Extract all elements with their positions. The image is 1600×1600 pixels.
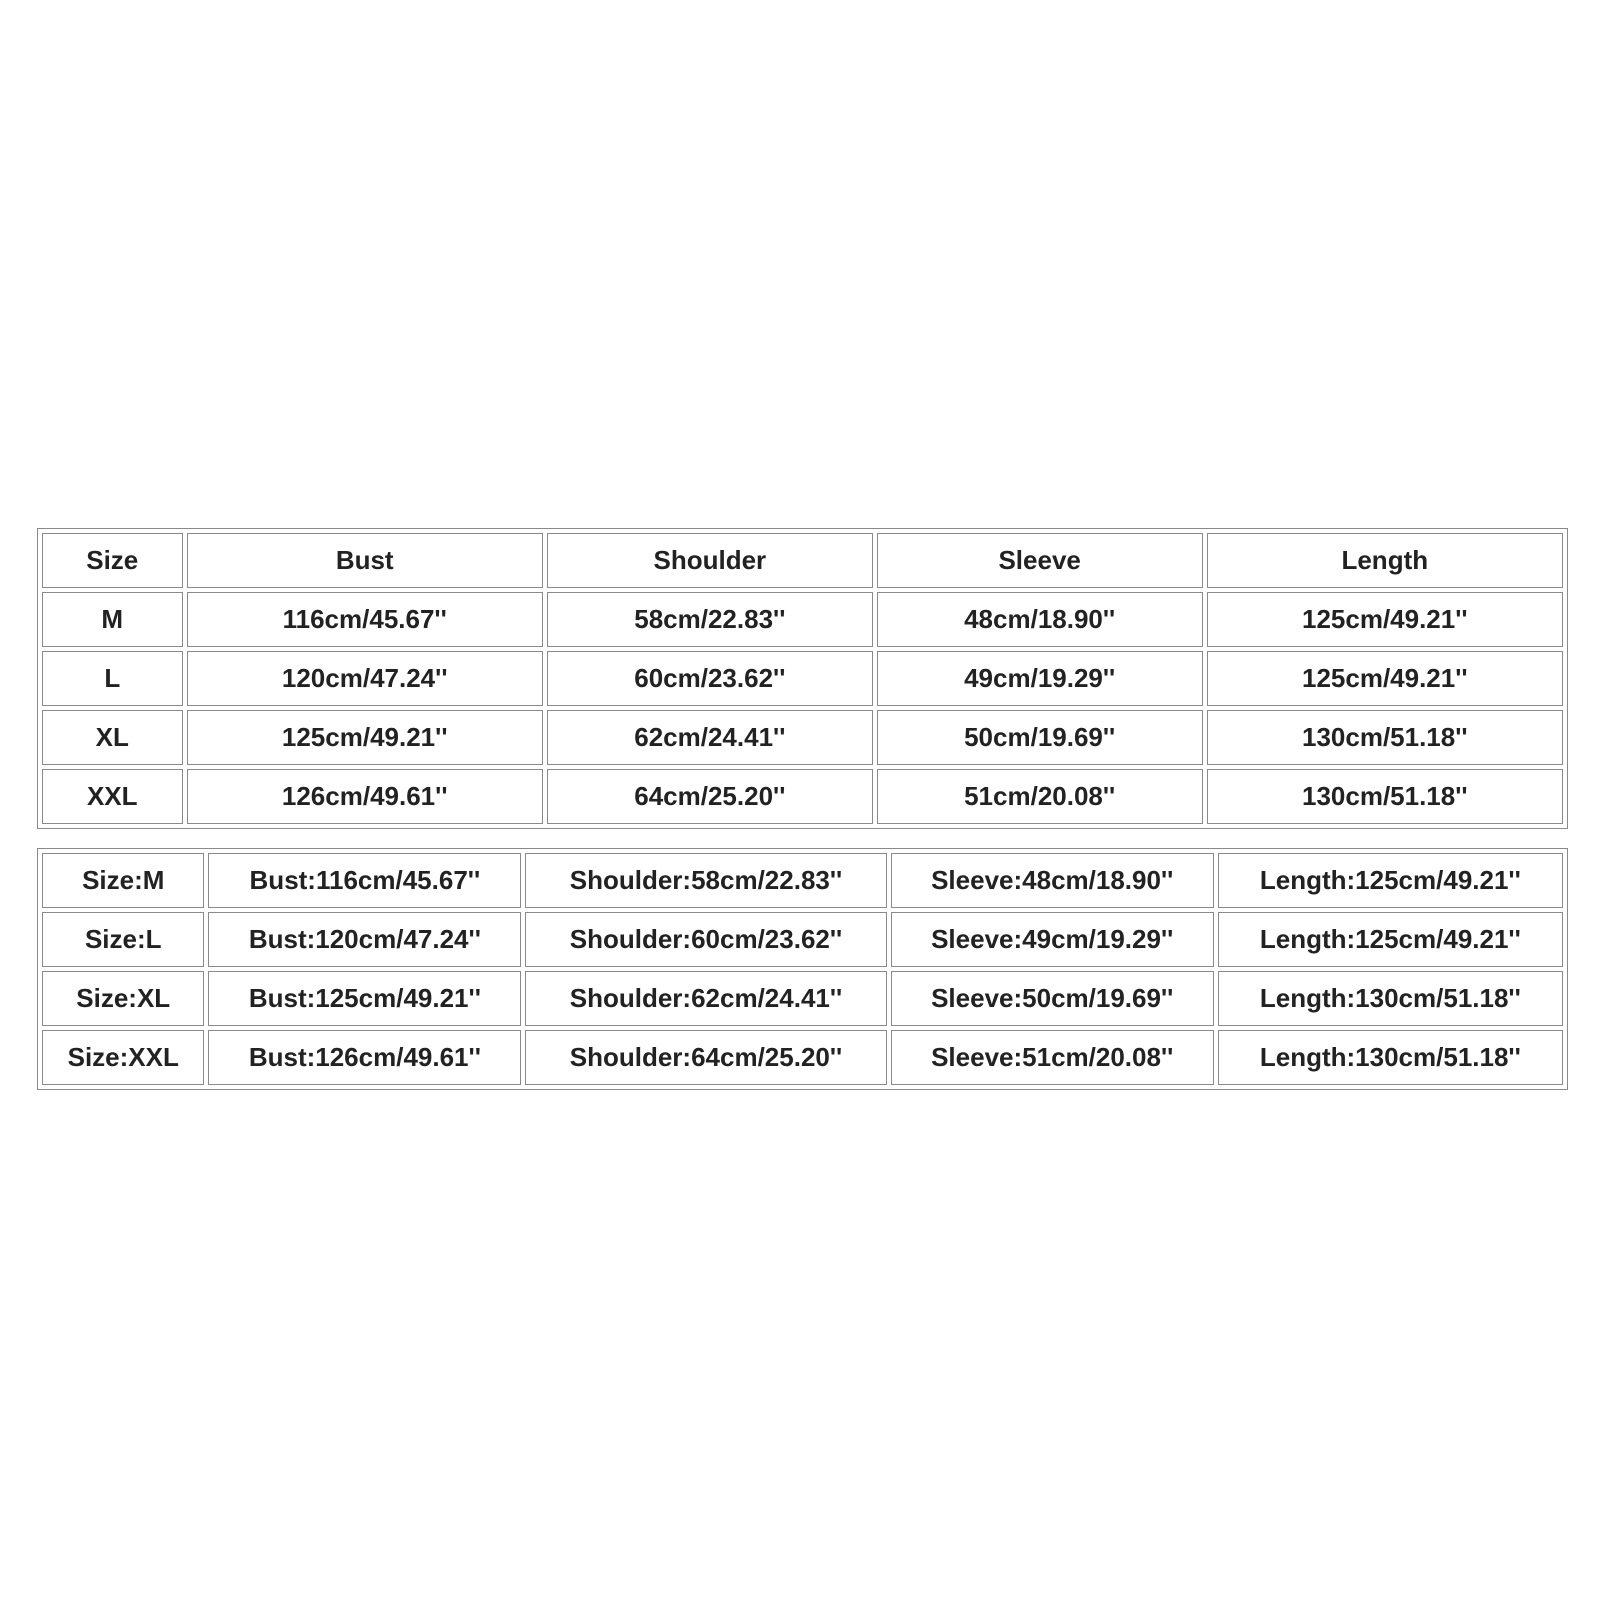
cell-size: Size:XL: [42, 971, 204, 1026]
cell-bust: 120cm/47.24'': [187, 651, 543, 706]
cell-size: M: [42, 592, 183, 647]
cell-shoulder: 62cm/24.41'': [547, 710, 873, 765]
cell-shoulder: Shoulder:62cm/24.41'': [525, 971, 887, 1026]
cell-size: Size:L: [42, 912, 204, 967]
cell-shoulder: 60cm/23.62'': [547, 651, 873, 706]
cell-sleeve: 49cm/19.29'': [877, 651, 1203, 706]
table-row: [42, 651, 1563, 706]
cell-bust: 116cm/45.67'': [187, 592, 543, 647]
cell-length: Length:130cm/51.18'': [1218, 971, 1563, 1026]
cell-length: Length:125cm/49.21'': [1218, 912, 1563, 967]
cell-size: Size:XXL: [42, 1030, 204, 1085]
cell-sleeve: 48cm/18.90'': [877, 592, 1203, 647]
cell-shoulder: Shoulder:64cm/25.20'': [525, 1030, 887, 1085]
cell-sleeve: Sleeve:48cm/18.90'': [891, 853, 1214, 908]
header-bust: Bust: [187, 533, 543, 588]
cell-length: 130cm/51.18'': [1207, 710, 1563, 765]
cell-size: XXL: [42, 769, 183, 824]
cell-sleeve: Sleeve:51cm/20.08'': [891, 1030, 1214, 1085]
table-row: [42, 1030, 1563, 1085]
cell-length: Length:125cm/49.21'': [1218, 853, 1563, 908]
table-row: [42, 853, 1563, 908]
table-row: [42, 710, 1563, 765]
cell-shoulder: Shoulder:60cm/23.62'': [525, 912, 887, 967]
cell-size: Size:M: [42, 853, 204, 908]
cell-sleeve: 50cm/19.69'': [877, 710, 1203, 765]
cell-bust: Bust:125cm/49.21'': [208, 971, 521, 1026]
cell-bust: 125cm/49.21'': [187, 710, 543, 765]
cell-sleeve: Sleeve:49cm/19.29'': [891, 912, 1214, 967]
cell-size: XL: [42, 710, 183, 765]
size-chart-table: [37, 528, 1568, 829]
cell-shoulder: 64cm/25.20'': [547, 769, 873, 824]
cell-bust: Bust:126cm/49.61'': [208, 1030, 521, 1085]
table-row: [42, 769, 1563, 824]
table-row: [42, 592, 1563, 647]
cell-sleeve: 51cm/20.08'': [877, 769, 1203, 824]
header-shoulder: Shoulder: [547, 533, 873, 588]
cell-bust: Bust:120cm/47.24'': [208, 912, 521, 967]
header-size: Size: [42, 533, 183, 588]
cell-sleeve: Sleeve:50cm/19.69'': [891, 971, 1214, 1026]
cell-length: Length:130cm/51.18'': [1218, 1030, 1563, 1085]
header-sleeve: Sleeve: [877, 533, 1203, 588]
size-chart-inline-table: [37, 848, 1568, 1090]
cell-bust: Bust:116cm/45.67'': [208, 853, 521, 908]
header-length: Length: [1207, 533, 1563, 588]
cell-length: 130cm/51.18'': [1207, 769, 1563, 824]
table-row: [42, 971, 1563, 1026]
cell-shoulder: Shoulder:58cm/22.83'': [525, 853, 887, 908]
table-header-row: [42, 533, 1563, 588]
cell-shoulder: 58cm/22.83'': [547, 592, 873, 647]
cell-length: 125cm/49.21'': [1207, 651, 1563, 706]
cell-length: 125cm/49.21'': [1207, 592, 1563, 647]
table-row: [42, 912, 1563, 967]
cell-bust: 126cm/49.61'': [187, 769, 543, 824]
cell-size: L: [42, 651, 183, 706]
